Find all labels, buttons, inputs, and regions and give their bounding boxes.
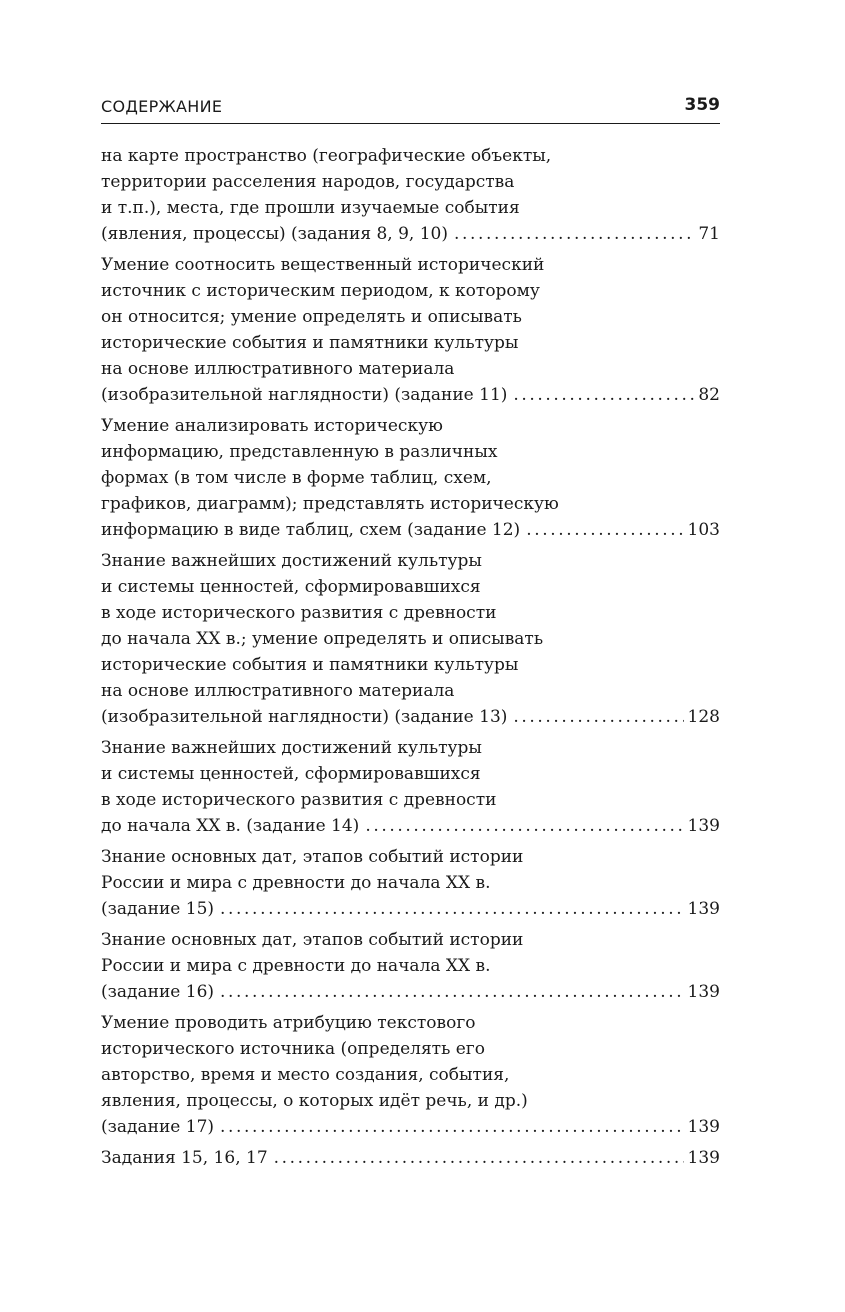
dot-leader (513, 382, 694, 408)
entry-line: (задание 16) (101, 982, 215, 1002)
entry-line: Умение анализировать историческую (101, 416, 443, 436)
entry-line: в ходе исторического развития с древности (101, 603, 497, 623)
entry-line: исторического источника (определять его (101, 1039, 485, 1059)
entry-line: Умение проводить атрибуцию текстового (101, 1013, 476, 1033)
entry-line: (задание 17) (101, 1117, 215, 1137)
dot-leader (454, 221, 694, 247)
entry-line: исторические события и памятники культуры (101, 655, 519, 675)
entry-line: Задания 15, 16, 17 (101, 1148, 268, 1168)
entry-last-line (101, 1145, 720, 1171)
entry-line: информацию, представленную в различных (101, 442, 498, 462)
entry-line: (явления, процессы) (задания 8, 9, 10) (101, 224, 448, 244)
toc-entry[interactable] (101, 844, 720, 922)
entry-line: Знание основных дат, этапов событий истории (101, 930, 524, 950)
dot-leader (513, 704, 683, 730)
dot-leader (220, 896, 684, 922)
entry-line: Знание важнейших достижений культуры (101, 738, 482, 758)
toc-entry[interactable] (101, 143, 720, 247)
entry-last-line (101, 382, 720, 408)
entry-page-number: 139 (687, 1117, 720, 1137)
entry-last-line (101, 896, 720, 922)
entry-line: территории расселения народов, государства (101, 172, 515, 192)
toc-entry[interactable] (101, 1010, 720, 1140)
entry-line: и системы ценностей, сформировавшихся (101, 764, 481, 784)
entry-page-number: 103 (687, 520, 720, 540)
entry-line: (задание 15) (101, 899, 215, 919)
page-number: 359 (684, 95, 720, 115)
entry-line: и системы ценностей, сформировавшихся (101, 577, 481, 597)
entry-line: формах (в том числе в форме таблиц, схем, (101, 468, 492, 488)
entry-line: на основе иллюстративного материала (101, 681, 455, 701)
entry-last-line (101, 704, 720, 730)
entry-page-number: 71 (698, 224, 720, 244)
entry-line: до начала XX в. (задание 14) (101, 816, 360, 836)
dot-leader (526, 517, 683, 543)
entry-line: до начала XX в.; умение определять и описывать (101, 629, 544, 649)
toc-entry[interactable] (101, 413, 720, 543)
toc-entry[interactable] (101, 1145, 720, 1171)
entry-line: на карте пространство (географические объекты, (101, 146, 552, 166)
entry-line: и т.п.), места, где прошли изучаемые события (101, 198, 520, 218)
entry-page-number: 139 (687, 899, 720, 919)
entry-line: исторические события и памятники культуры (101, 333, 519, 353)
entry-page-number: 139 (687, 816, 720, 836)
entry-page-number: 139 (687, 1148, 720, 1168)
entry-line: источник с историческим периодом, к которому (101, 281, 540, 301)
running-header (101, 95, 720, 124)
entry-line: России и мира с древности до начала XX в. (101, 956, 491, 976)
entry-last-line (101, 517, 720, 543)
toc-entry[interactable] (101, 548, 720, 730)
entry-last-line (101, 1114, 720, 1140)
entry-last-line (101, 979, 720, 1005)
entry-line: явления, процессы, о которых идёт речь, и др.) (101, 1091, 528, 1111)
entry-line: (изобразительной наглядности) (задание 11) (101, 385, 508, 405)
dot-leader (220, 1114, 684, 1140)
toc-entry[interactable] (101, 927, 720, 1005)
entry-line: авторство, время и место создания, события, (101, 1065, 510, 1085)
entry-line: графиков, диаграмм); представлять историческую (101, 494, 559, 514)
entry-line: Знание основных дат, этапов событий истории (101, 847, 524, 867)
entry-last-line (101, 221, 720, 247)
entry-last-line (101, 813, 720, 839)
table-of-contents (101, 143, 720, 1176)
header-title: СОДЕРЖАНИЕ (101, 97, 223, 116)
toc-entry[interactable] (101, 252, 720, 408)
dot-leader (220, 979, 684, 1005)
dot-leader (274, 1145, 684, 1171)
toc-entry[interactable] (101, 735, 720, 839)
entry-page-number: 128 (687, 707, 720, 727)
entry-line: Умение соотносить вещественный исторический (101, 255, 545, 275)
entry-page-number: 82 (698, 385, 720, 405)
entry-line: в ходе исторического развития с древности (101, 790, 497, 810)
entry-line: России и мира с древности до начала XX в. (101, 873, 491, 893)
entry-page-number: 139 (687, 982, 720, 1002)
entry-line: информацию в виде таблиц, схем (задание 12) (101, 520, 521, 540)
entry-line: на основе иллюстративного материала (101, 359, 455, 379)
dot-leader (365, 813, 683, 839)
entry-line: Знание важнейших достижений культуры (101, 551, 482, 571)
entry-line: (изобразительной наглядности) (задание 13) (101, 707, 508, 727)
entry-line: он относится; умение определять и описывать (101, 307, 522, 327)
